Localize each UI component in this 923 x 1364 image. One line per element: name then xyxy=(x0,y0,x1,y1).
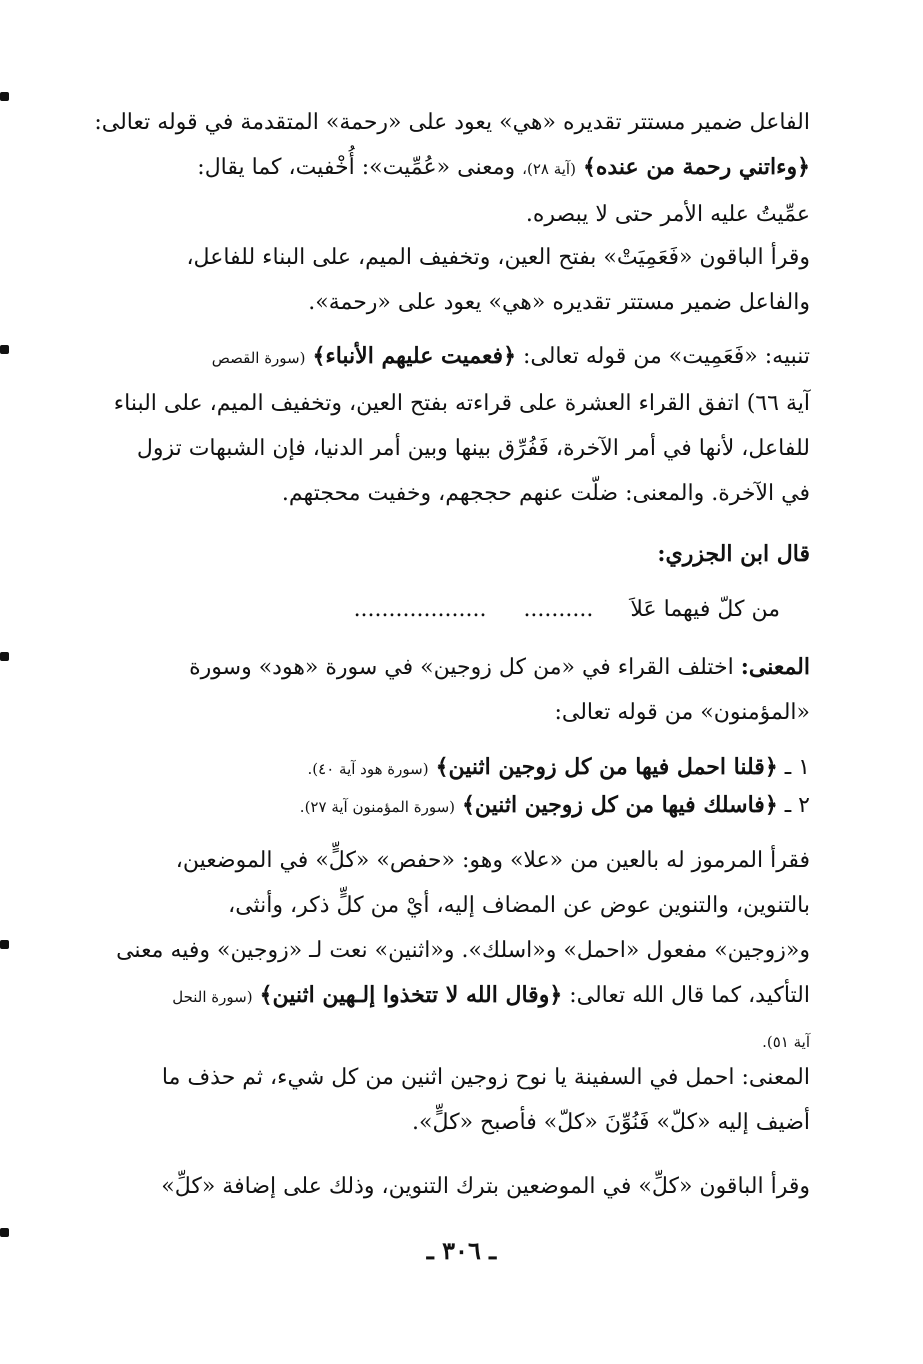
text-span: التأكيد، كما قال الله تعالى: xyxy=(569,983,810,1008)
text-line: فقرأ المرموز له بالعين من «علا» وهو: «حفص» «كلٍّ» في الموضعين، xyxy=(175,848,810,873)
verse-text: من كلّ فيهما عَلاَ xyxy=(630,597,780,622)
text-line: «المؤمنون» من قوله تعالى: xyxy=(554,700,810,725)
margin-mark xyxy=(0,92,9,101)
paragraph-8 xyxy=(108,1164,810,1209)
meaning-label: المعنى: xyxy=(740,654,810,680)
text-line xyxy=(108,645,810,690)
text-line xyxy=(108,973,810,1020)
poem-verse xyxy=(150,590,780,630)
list-number: ١ ـ xyxy=(784,755,810,780)
text-line xyxy=(108,145,810,192)
quran-quote: ﴿وقال الله لا تتخذوا إلـهين اثنين﴾ xyxy=(259,982,563,1008)
quran-quote: ﴿فعميت عليهم الأنباء﴾ xyxy=(312,343,516,369)
text-line: الفاعل ضمير مستتر تقديره «هي» يعود على «رحمة» المتقدمة في قوله تعالى: xyxy=(94,110,810,135)
margin-mark xyxy=(0,940,9,949)
quran-quote: ﴿قلنا احمل فيها من كل زوجين اثنين﴾ xyxy=(435,754,778,780)
quran-quote: ﴿فاسلك فيها من كل زوجين اثنين﴾ xyxy=(462,792,778,818)
text-line: المعنى: احمل في السفينة يا نوح زوجين اثنين من كل شيء، ثم حذف ما xyxy=(161,1065,810,1090)
note-label: تنبيه: «فَعَمِيت» من قوله تعالى: xyxy=(522,344,810,369)
text-line: بالتنوين، والتنوين عوض عن المضاف إليه، أيْ من كلٍّ ذكر، وأنثى، xyxy=(228,893,810,918)
text-line: آية ٦٦) اتفق القراء العشرة على قراءته بفتح العين، وتخفيف الميم، على البناء xyxy=(113,391,810,416)
paragraph-1 xyxy=(94,100,810,237)
quran-quote: ﴿وءاتني رحمة من عنده﴾ xyxy=(582,154,810,180)
text-line: وقرأ الباقون «كلِّ» في الموضعين بترك التنوين، وذلك على إضافة «كلِّ» xyxy=(161,1174,810,1199)
text-line: أضيف إليه «كلّ» فَنُوِّنَ «كلّ» فأصبح «كلٍّ». xyxy=(412,1110,810,1135)
list-number: ٢ ـ xyxy=(784,793,810,818)
text-span: ومعنى «عُمِّيت»: أُخْفيت، كما يقال: xyxy=(197,155,516,180)
list-item xyxy=(240,788,810,824)
text-line: وقرأ الباقون «فَعَمِيَتْ» بفتح العين، وتخفيف الميم، على البناء للفاعل، xyxy=(186,245,810,270)
verse-reference: (سورة النحل xyxy=(172,988,253,1006)
margin-mark xyxy=(0,345,9,354)
paragraph-6 xyxy=(108,838,810,1065)
text-line xyxy=(108,334,810,381)
text-line: و«زوجين» مفعول «احمل» و«اسلك». و«اثنين» نعت لـ «زوجين» وفيه معنى xyxy=(116,938,810,963)
text-line: عمِّيتُ عليه الأمر حتى لا يبصره. xyxy=(525,202,810,227)
text-line: والفاعل ضمير مستتر تقديره «هي» يعود على «رحمة». xyxy=(308,290,810,315)
verse-dots: .......... xyxy=(523,597,594,622)
verse-reference: (سورة المؤمنون آية ٢٧). xyxy=(299,798,455,816)
paragraph-7 xyxy=(108,1055,810,1145)
verse-reference: (سورة هود آية ٤٠). xyxy=(307,760,429,778)
text-span: اختلف القراء في «من كل زوجين» في سورة «هود» وسورة xyxy=(189,655,734,680)
margin-mark xyxy=(0,652,9,661)
page-number: ـ ٣٠٦ ـ xyxy=(426,1236,497,1265)
note-paragraph xyxy=(108,334,810,516)
paragraph-meaning xyxy=(108,645,810,735)
verse-reference: (سورة القصص xyxy=(211,349,306,367)
list-item xyxy=(240,750,810,786)
paragraph-2 xyxy=(108,235,810,325)
verse-reference: (آية ٢٨)، xyxy=(522,160,576,178)
section-heading: قال ابن الجزري: xyxy=(657,541,810,567)
text-line: في الآخرة. والمعنى: ضلّت عنهم حججهم، وخفيت محجتهم. xyxy=(281,481,810,506)
text-line: للفاعل، لأنها في أمر الآخرة، فَفُرِّق بينها وبين أمر الدنيا، فإن الشبهات تزول xyxy=(136,436,810,461)
verse-reference: آية ٥١). xyxy=(762,1033,810,1051)
verse-dots: ................... xyxy=(353,597,487,622)
